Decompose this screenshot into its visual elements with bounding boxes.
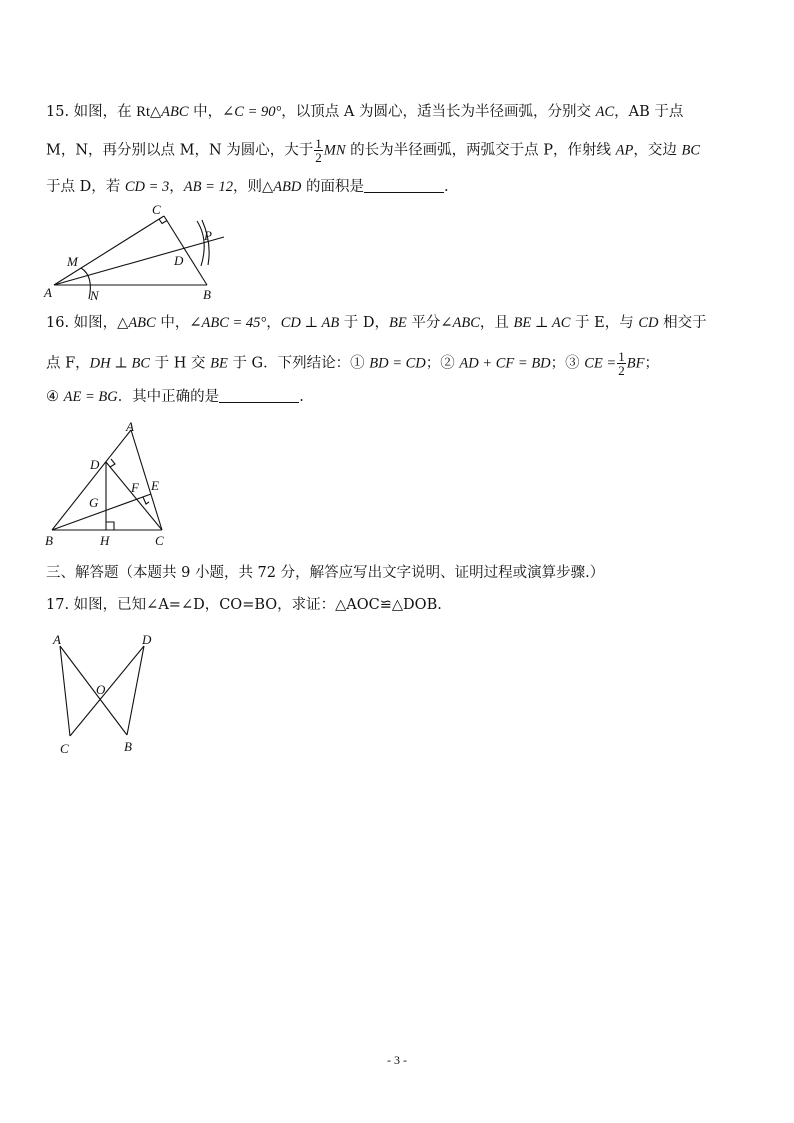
q16-line-1: 16. 如图，△ABC 中，∠ABC = 45°，CD ⊥ AB 于 D，BE 平分∠ABC，且 BE ⊥ AC 于 E，与 CD 相交于	[46, 315, 707, 331]
segment-db	[127, 646, 144, 735]
segment-ab	[60, 646, 127, 735]
segment-ba	[52, 430, 131, 530]
label-m: M	[67, 254, 78, 269]
label-a: A	[53, 632, 61, 647]
fraction-one-half: $\frac{1}{2}$	[315, 136, 322, 165]
arc-mn	[81, 268, 90, 299]
label-a: A	[44, 285, 52, 300]
label-d: D	[174, 253, 184, 268]
label-o: O	[96, 682, 106, 697]
fraction-one-half: $\frac{1}{2}$	[618, 349, 625, 378]
right-angle-mark-e	[143, 497, 149, 504]
label-c: C	[152, 202, 161, 217]
segment-cb	[164, 216, 207, 285]
label-b: B	[124, 739, 132, 754]
label-b: B	[45, 533, 53, 548]
label-g: G	[89, 495, 99, 510]
label-a: A	[126, 419, 134, 434]
q16-figure	[40, 418, 180, 550]
q15-line-1: 15. 如图，在 Rt△ABC 中，∠C = 90°，以顶点 A 为圆心，适当长为半径画弧，分别交 AC，AB 于点	[46, 104, 684, 120]
label-d: D	[142, 632, 152, 647]
segment-ac	[54, 216, 164, 285]
label-c: C	[60, 741, 69, 756]
q15-line-3: 于点 D，若 CD = 3，AB = 12，则△ABD 的面积是 .	[46, 179, 449, 195]
label-d: D	[90, 457, 100, 472]
ray-ap	[54, 237, 224, 285]
label-f: F	[131, 480, 139, 495]
q17-figure	[40, 622, 170, 762]
segment-cd	[106, 462, 162, 530]
right-angle-mark-d	[110, 459, 115, 467]
q17-text: 17. 如图，已知∠A=∠D，CO=BO，求证：△AOC≌△DOB.	[46, 597, 442, 613]
label-c: C	[155, 533, 164, 548]
answer-blank-q16[interactable]	[219, 388, 299, 403]
label-e: E	[151, 478, 159, 493]
label-b: B	[203, 287, 211, 302]
q15-figure	[40, 200, 240, 305]
answer-blank-q15[interactable]	[364, 178, 444, 193]
right-angle-mark-h	[106, 522, 114, 530]
segment-dc	[70, 646, 144, 736]
page-number: - 3 -	[387, 1053, 407, 1067]
segment-ac	[60, 646, 70, 736]
section-3-heading: 三、解答题（本题共 9 小题，共 72 分，解答应写出文字说明、证明过程或演算步骤.）	[46, 565, 605, 581]
label-p: P	[204, 228, 212, 243]
label-h: H	[100, 533, 110, 548]
q16-line-3: ④ AE = BG．其中正确的是 .	[46, 389, 304, 405]
q15-line-2: M，N，再分别以点 M，N 为圆心，大于 $\frac{1}{2}$ MN 的长为半径画弧，两弧交于点 P，作射线 AP，交边 BC	[46, 136, 700, 165]
q16-line-2: 点 F，DH ⊥ BC 于 H 交 BE 于 G．下列结论：① BD = CD；② AD + CF = BD；③ CE = $\frac{1}{2}$ BF；	[46, 349, 659, 378]
label-n: N	[90, 288, 99, 303]
